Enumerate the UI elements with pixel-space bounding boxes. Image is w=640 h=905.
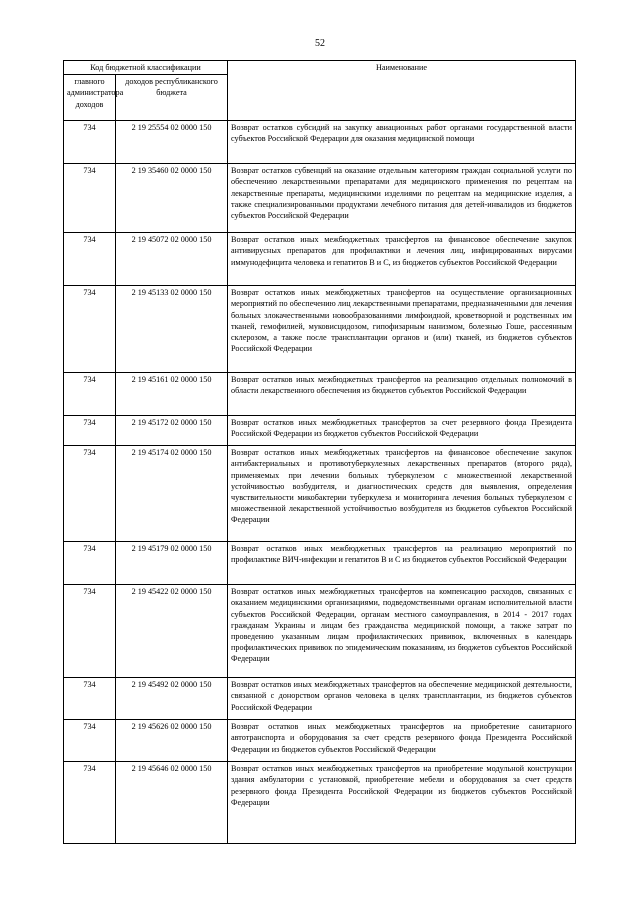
name-cell: Возврат остатков иных межбюджетных трансфертов на осуществление организационных мероприятий по обеспечению лиц лекарственными препаратами, предназначенными для лечения больных злокачественными новообразованиями лимфоидной, кроветворной и родственных им тканей, гемофилией, муковисцидозом, гипофизарным нанизмом, болезнью Гоше, рассеянным склерозом, а также после трансплантации органов и (или) тканей, из бюджетов субъектов Российской Федерации xyxy=(228,286,576,373)
name-cell: Возврат остатков иных межбюджетных трансфертов на реализацию отдельных полномочий в области лекарственного обеспечения из бюджетов субъектов Российской Федерации xyxy=(228,373,576,416)
name-cell: Возврат остатков субвенций на оказание отдельным категориям граждан социальной услуги по обеспечению лекарственными препаратами для медицинского применения по рецептам на лекарственные препараты, медицинскими изделиями по рецептам на медицинские изделия, а также специализированными продуктами лечебного питания для детей-инвалидов из бюджетов субъектов Российской Федерации xyxy=(228,164,576,233)
table-row xyxy=(64,286,576,373)
table-row xyxy=(64,164,576,233)
name-cell: Возврат остатков иных межбюджетных трансфертов на компенсацию расходов, связанных с оказанием медицинскими организациями, подведомственными органам исполнительной власти субъектов Российской Федерации, органам местного самоуправления, в 2014 - 2017 годах гражданам Украины и лицам без гражданства медицинской помощи, а также затрат по проведению указанным лицам профилактических прививок, включенных в календарь профилактических прививок по эпидемическим показаниям, из бюджетов субъектов Российской Федерации xyxy=(228,585,576,678)
income-code-cell: 2 19 45174 02 0000 150 xyxy=(116,446,228,542)
admin-code-cell: 734 xyxy=(64,585,116,678)
table-row xyxy=(64,678,576,720)
admin-code-cell: 734 xyxy=(64,446,116,542)
admin-code-cell: 734 xyxy=(64,416,116,446)
name-cell: Возврат остатков иных межбюджетных трансфертов на финансовое обеспечение закупок антибактериальных и противотуберкулезных лекарственных препаратов (второго ряда), применяемых при лечении больных туберкулезом с множественной лекарственной устойчивостью возбудителя, и диагностических средств для выявления, определения чувствительности микобактерии туберкулеза и мониторинга лечения больных туберкулезом с множественной лекарственной устойчивостью возбудителя из бюджетов субъектов Российской Федерации xyxy=(228,446,576,542)
name-cell: Возврат остатков иных межбюджетных трансфертов на приобретение санитарного автотранспорта и оборудования за счет средств резервного фонда Президента Российской Федерации из бюджетов субъектов Российской Федерации xyxy=(228,720,576,762)
admin-code-cell: 734 xyxy=(64,542,116,585)
income-code-cell: 2 19 25554 02 0000 150 xyxy=(116,121,228,164)
income-code-cell: 2 19 45161 02 0000 150 xyxy=(116,373,228,416)
income-code-cell: 2 19 45133 02 0000 150 xyxy=(116,286,228,373)
table-row xyxy=(64,416,576,446)
name-cell: Возврат остатков иных межбюджетных трансфертов на обеспечение медицинской деятельности, связанной с донорством органов человека в целях трансплантации, из бюджетов субъектов Российской Федерации xyxy=(228,678,576,720)
name-cell: Возврат остатков иных межбюджетных трансфертов на приобретение модульной конструкции здания амбулатории с установкой, приобретение мебели и оборудования за счет средств резервного фонда Президента Российской Федерации из бюджетов субъектов Российской Федерации xyxy=(228,762,576,844)
header-income-code: доходов республиканского бюджета xyxy=(116,75,228,121)
admin-code-cell: 734 xyxy=(64,233,116,286)
budget-classification-table xyxy=(63,60,576,844)
income-code-cell: 2 19 35460 02 0000 150 xyxy=(116,164,228,233)
header-admin: главного администратора доходов xyxy=(64,75,116,121)
admin-code-cell: 734 xyxy=(64,286,116,373)
name-cell: Возврат остатков субсидий на закупку авиационных работ органами государственной власти субъектов Российской Федерации для оказания медицинской помощи xyxy=(228,121,576,164)
table-row xyxy=(64,542,576,585)
admin-code-cell: 734 xyxy=(64,678,116,720)
header-name: Наименование xyxy=(228,61,576,121)
table-row xyxy=(64,121,576,164)
name-cell: Возврат остатков иных межбюджетных трансфертов за счет резервного фонда Президента Российской Федерации из бюджетов субъектов Российской Федерации xyxy=(228,416,576,446)
income-code-cell: 2 19 45646 02 0000 150 xyxy=(116,762,228,844)
admin-code-cell: 734 xyxy=(64,164,116,233)
income-code-cell: 2 19 45626 02 0000 150 xyxy=(116,720,228,762)
income-code-cell: 2 19 45492 02 0000 150 xyxy=(116,678,228,720)
income-code-cell: 2 19 45072 02 0000 150 xyxy=(116,233,228,286)
income-code-cell: 2 19 45179 02 0000 150 xyxy=(116,542,228,585)
admin-code-cell: 734 xyxy=(64,121,116,164)
admin-code-cell: 734 xyxy=(64,373,116,416)
table-row xyxy=(64,233,576,286)
page-number: 52 xyxy=(315,38,325,49)
admin-code-cell: 734 xyxy=(64,720,116,762)
table-row xyxy=(64,446,576,542)
income-code-cell: 2 19 45422 02 0000 150 xyxy=(116,585,228,678)
header-code-group: Код бюджетной классификации xyxy=(64,61,228,75)
table-row xyxy=(64,585,576,678)
income-code-cell: 2 19 45172 02 0000 150 xyxy=(116,416,228,446)
name-cell: Возврат остатков иных межбюджетных трансфертов на финансовое обеспечение закупок антивирусных препаратов для профилактики и лечения лиц, инфицированных вирусами иммунодефицита человека и гепатитов В и С, из бюджетов субъектов Российской Федерации xyxy=(228,233,576,286)
table-row xyxy=(64,373,576,416)
name-cell: Возврат остатков иных межбюджетных трансфертов на реализацию мероприятий по профилактике ВИЧ-инфекции и гепатитов В и С из бюджетов субъектов Российской Федерации xyxy=(228,542,576,585)
table-row xyxy=(64,720,576,762)
table-row xyxy=(64,762,576,844)
admin-code-cell: 734 xyxy=(64,762,116,844)
